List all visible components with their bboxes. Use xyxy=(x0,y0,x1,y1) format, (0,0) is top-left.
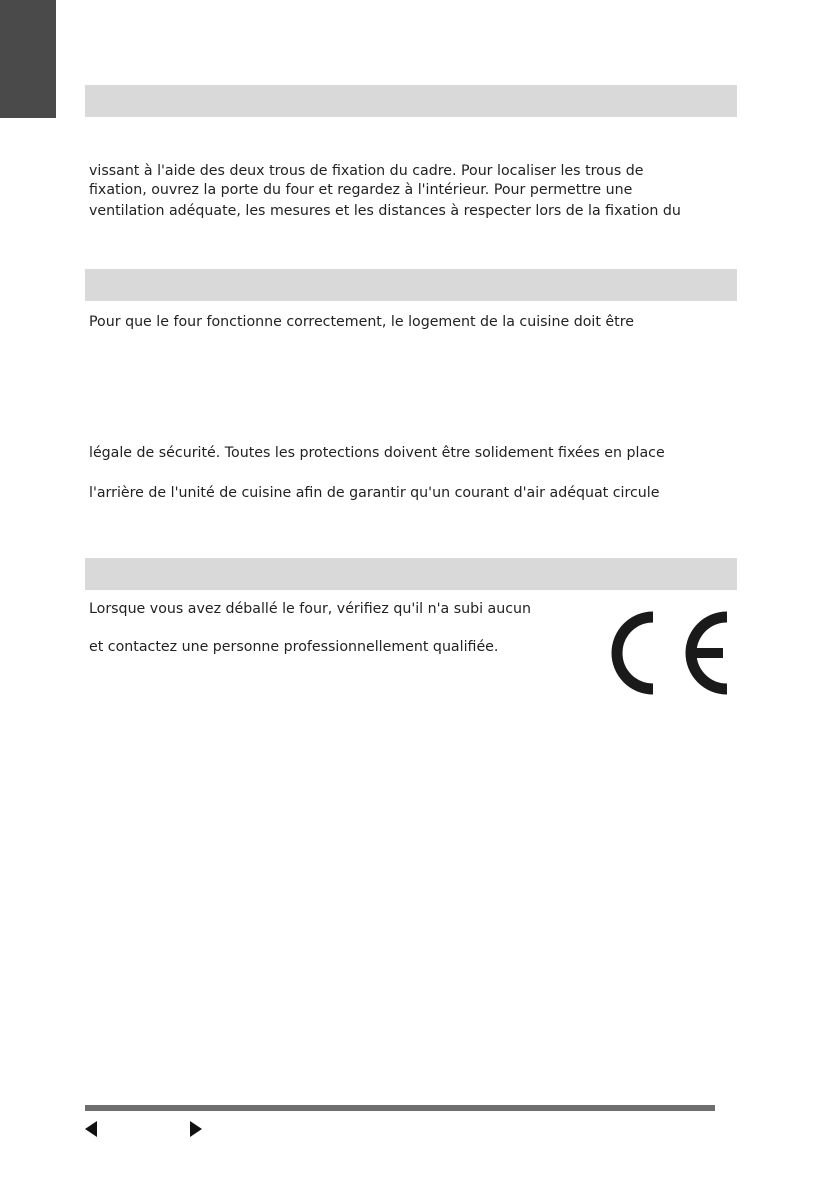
section3-line-2: et contactez une personne professionnellement qualifiée. xyxy=(89,639,499,655)
ce-logo xyxy=(606,607,732,699)
section-header-bar-1 xyxy=(85,85,737,117)
section-header-bar-2 xyxy=(85,269,737,301)
section-header-bar-3 xyxy=(85,558,737,590)
section2-line-2: légale de sécurité. Toutes les protections doivent être solidement fixées en place xyxy=(89,445,665,461)
section3-line-1: Lorsque vous avez déballé le four, vérifiez qu'il n'a subi aucun xyxy=(89,601,532,617)
section1-line-3: ventilation adéquate, les mesures et les distances à respecter lors de la fixation du xyxy=(89,203,681,219)
previous-page-arrow-icon[interactable] xyxy=(85,1121,97,1137)
next-page-arrow-icon[interactable] xyxy=(190,1121,202,1137)
footer-rule xyxy=(85,1105,715,1111)
section2-line-3: l'arrière de l'unité de cuisine afin de garantir qu'un courant d'air adéquat circule xyxy=(89,485,660,501)
chapter-side-tab xyxy=(0,0,56,118)
section2-line-1: Pour que le four fonctionne correctement, le logement de la cuisine doit être xyxy=(89,314,634,330)
section1-line-2: fixation, ouvrez la porte du four et regardez à l'intérieur. Pour permettre une xyxy=(89,182,633,198)
section1-line-1: vissant à l'aide des deux trous de fixation du cadre. Pour localiser les trous de xyxy=(89,163,644,179)
